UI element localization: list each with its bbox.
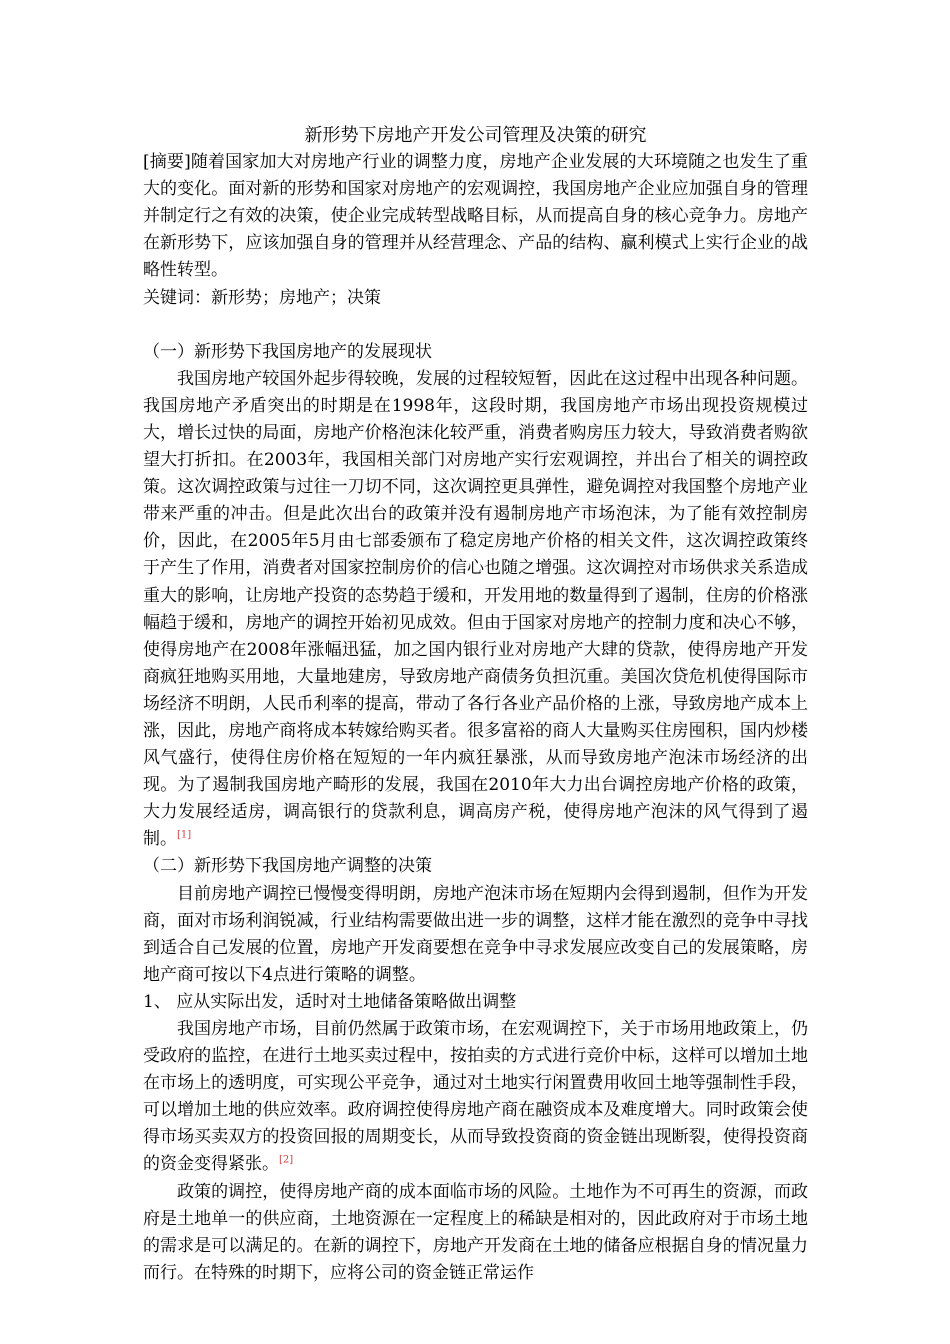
section-heading-2: （二）新形势下我国房地产调整的决策 [143, 856, 432, 877]
section2-paragraph-2 [143, 1016, 808, 1179]
section1-paragraph [143, 366, 808, 854]
abstract: [摘要]随着国家加大对房地产行业的调整力度，房地产企业发展的大环境随之也发生了重大的变化。面对新的形势和国家对房地产的宏观调控，我国房地产企业应加强自身的管理并制定行之有效的决策，使企业完成转型战略目标，从而提高自身的核心竞争力。房地产在新形势下，应该加强自身的管理并从经营理念、产品的结构、赢利模式上实行企业的战略性转型。 [143, 152, 808, 281]
section1-paragraph-text: 我国房地产较国外起步得较晚，发展的过程较短暂，因此在这过程中出现各种问题。我国房地产矛盾突出的时期是在1998年，这段时期，我国房地产市场出现投资规模过大，增长过快的局面，房地产价格泡沫化较严重，消费者购房压力较大，导致消费者购欲望大打折扣。在2003年，我国相关部门对房地产实行宏观调控，并出台了相关的调控政策。这次调控政策与过往一刀切不同，这次调控更具弹性，避免调控对我国整个房地产业带来严重的冲击。但是此次出台的政策并没有遏制房地产市场泡沫，为了能有效控制房价，因此，在2005年5月由七部委颁布了稳定房地产价格的相关文件，这次调控政策终于产生了作用，消费者对国家控制房价的信心也随之增强。这次调控对市场供求关系造成重大的影响，让房地产投资的态势趋于缓和，开发用地的数量得到了遏制，住房的价格涨幅趋于缓和，房地产的调控开始初见成效。但由于国家对房地产的控制力度和决心不够，使得房地产在2008年涨幅迅猛，加之国内银行业对房地产大肆的贷款，使得房地产开发商疯狂地购买用地，大量地建房，导致房地产商债务负担沉重。美国次贷危机使得国际市场经济不明朗，人民币利率的提高，带动了各行各业产品价格的上涨，导致房地产成本上涨，因此，房地产商将成本转嫁给购买者。很多富裕的商人大量购买住房囤积，国内炒楼风气盛行，使得住房价格在短短的一年内疯狂暴涨，从而导致房地产泡沫市场经济的出现。为了遏制我国房地产畸形的发展，我国在2010年大力出台调控房地产价格的政策，大力发展经适房，调高银行的贷款利息，调高房产税，使得房地产泡沫的风气得到了遏制。 [143, 368, 808, 850]
section2-paragraph-3: 政策的调控，使得房地产商的成本面临市场的风险。土地作为不可再生的资源，而政府是土地单一的供应商，土地资源在一定程度上的稀缺是相对的，因此政府对于市场土地的需求是可以满足的。在新的调控下，房地产开发商在土地的储备应根据自身的情况量力而行。在特殊的时期下，应将公司的资金链正常运作 [143, 1181, 808, 1283]
keywords: 关键词：新形势；房地产；决策 [143, 287, 381, 308]
section2-paragraph-1: 目前房地产调控已慢慢变得明朗，房地产泡沫市场在短期内会得到遏制，但作为开发商，面对市场利润锐减，行业结构需要做出进一步的调整，这样才能在激烈的竞争中寻找到适合自己发展的位置，房地产开发商要想在竞争中寻求发展应改变自己的发展策略，房地产商可按以下4点进行策略的调整。 [143, 883, 808, 985]
citation-1[interactable]: [1] [177, 829, 192, 841]
list-item-1: 1、 应从实际出发，适时对土地储备策略做出调整 [143, 991, 517, 1012]
section2-paragraph-2-text: 我国房地产市场，目前仍然属于政策市场，在宏观调控下，关于市场用地政策上，仍受政府的监控，在进行土地买卖过程中，按拍卖的方式进行竞价中标，这样可以增加土地在市场上的透明度，可实现公平竞争，通过对土地实行闲置费用收回土地等强制性手段，可以增加土地的供应效率。政府调控使得房地产商在融资成本及难度增大。同时政策会使得市场买卖双方的投资回报的周期变长，从而导致投资商的资金链出现断裂，使得投资商的资金变得紧张。 [143, 1019, 808, 1175]
document-title: 新形势下房地产开发公司管理及决策的研究 [304, 125, 647, 146]
document-page [143, 122, 808, 1287]
blank-line [143, 312, 808, 339]
citation-2[interactable]: [2] [279, 1154, 294, 1166]
section-heading-1: （一）新形势下我国房地产的发展现状 [143, 341, 432, 362]
